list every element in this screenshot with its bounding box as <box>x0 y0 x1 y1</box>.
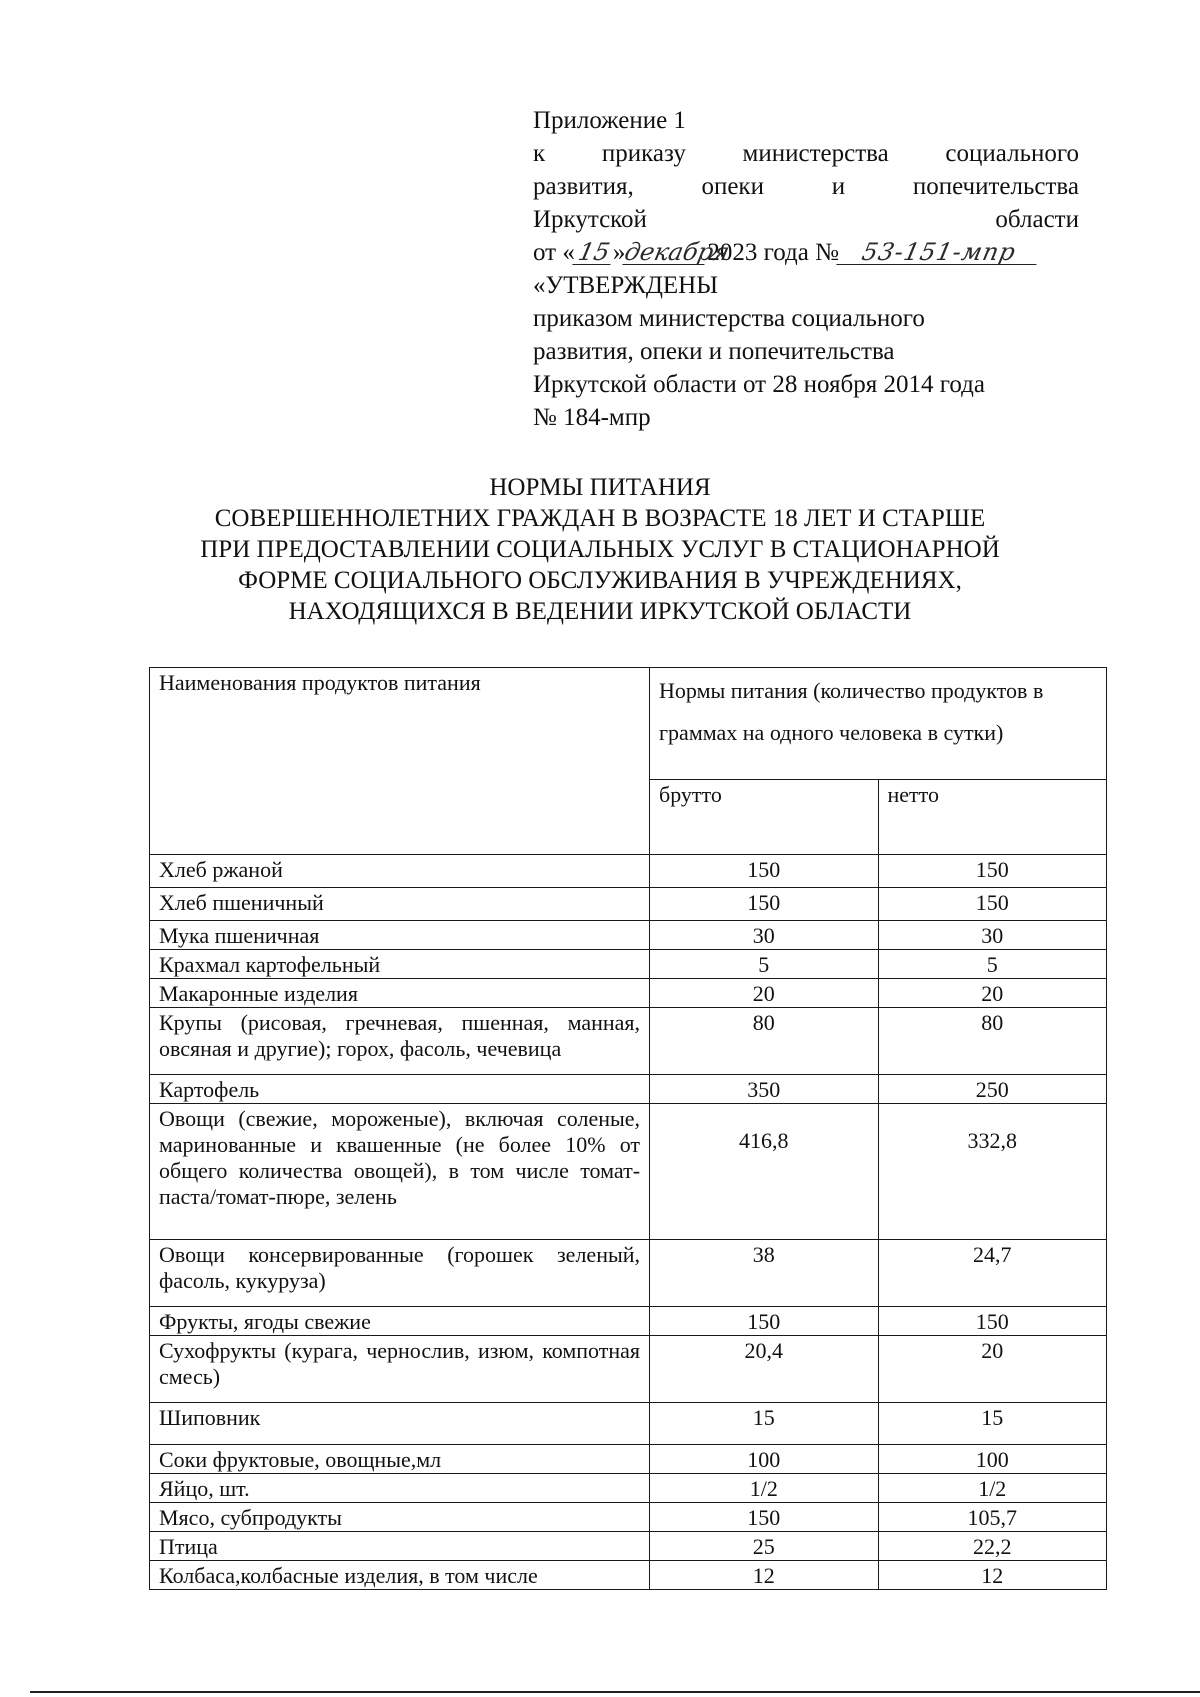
handwritten-order-number: 53-151-мпр <box>836 240 1041 265</box>
approved-label: «УТВЕРЖДЕНЫ <box>533 272 719 299</box>
table-row <box>150 1307 1107 1336</box>
approved-line-4: № 184-мпр <box>533 404 651 431</box>
title-line: НАХОДЯЩИХСЯ В ВЕДЕНИИ ИРКУТСКОЙ ОБЛАСТИ <box>288 598 912 625</box>
brutto-value: 150 <box>650 888 878 921</box>
col-header-netto: нетто <box>878 779 1107 854</box>
title-line: НОРМЫ ПИТАНИЯ <box>489 474 711 501</box>
table-row <box>150 1445 1107 1474</box>
table-row <box>150 950 1107 979</box>
netto-value: 100 <box>878 1445 1107 1474</box>
table-header-row <box>150 668 1107 780</box>
page-bottom-rule <box>30 1691 1200 1693</box>
brutto-value: 20,4 <box>650 1336 878 1403</box>
order-ref-line-2: развития, опеки и попечительства <box>533 173 1079 200</box>
netto-value: 20 <box>878 979 1107 1008</box>
netto-value: 150 <box>878 1307 1107 1336</box>
brutto-value: 30 <box>650 921 878 950</box>
brutto-value: 38 <box>650 1240 878 1307</box>
brutto-value: 5 <box>650 950 878 979</box>
document-title <box>120 472 1080 627</box>
table-row <box>150 1532 1107 1561</box>
product-name: Хлеб ржаной <box>150 855 650 888</box>
brutto-value: 80 <box>650 1008 878 1075</box>
title-line: ФОРМЕ СОЦИАЛЬНОГО ОБСЛУЖИВАНИЯ В УЧРЕЖДЕНИЯХ, <box>238 567 962 594</box>
table-row <box>150 921 1107 950</box>
table-row <box>150 1008 1107 1075</box>
brutto-value: 1/2 <box>650 1474 878 1503</box>
table-row <box>150 1561 1107 1590</box>
brutto-value: 15 <box>650 1403 878 1445</box>
appendix-header <box>533 104 1079 434</box>
brutto-value: 150 <box>650 1503 878 1532</box>
product-name: Колбаса,колбасные изделия, в том числе <box>150 1561 650 1590</box>
table-body <box>150 855 1107 1590</box>
netto-value: 5 <box>878 950 1107 979</box>
title-line: СОВЕРШЕННОЛЕТНИХ ГРАЖДАН В ВОЗРАСТЕ 18 ЛЕТ И СТАРШЕ <box>214 505 986 532</box>
col-header-brutto: брутто <box>650 779 878 854</box>
netto-value: 20 <box>878 1336 1107 1403</box>
order-ref-line-1: к приказу министерства социального <box>533 140 1079 167</box>
nutrition-norms-table <box>149 667 1107 1590</box>
product-name: Макаронные изделия <box>150 979 650 1008</box>
product-name: Крупы (рисовая, гречневая, пшенная, манная, овсяная и другие); горох, фасоль, чечевица <box>150 1008 650 1075</box>
netto-value: 24,7 <box>878 1240 1107 1307</box>
netto-value: 15 <box>878 1403 1107 1445</box>
brutto-value: 20 <box>650 979 878 1008</box>
approved-line-2: развития, опеки и попечительства <box>533 338 895 365</box>
handwritten-day: 15 <box>572 240 615 265</box>
product-name: Мука пшеничная <box>150 921 650 950</box>
product-name: Птица <box>150 1532 650 1561</box>
brutto-value: 416,8 <box>650 1104 878 1240</box>
brutto-value: 150 <box>650 855 878 888</box>
product-name: Картофель <box>150 1075 650 1104</box>
product-name: Овощи консервированные (горошек зеленый, фасоль, кукуруза) <box>150 1240 650 1307</box>
netto-value: 250 <box>878 1075 1107 1104</box>
netto-value: 80 <box>878 1008 1107 1075</box>
table-row <box>150 1503 1107 1532</box>
brutto-value: 350 <box>650 1075 878 1104</box>
product-name: Овощи (свежие, мороженые), включая соленые, маринованные и квашенные (не более 10% от общего количества овощей), в том числе томат-паста/томат-пюре, зелень <box>150 1104 650 1240</box>
product-name: Фрукты, ягоды свежие <box>150 1307 650 1336</box>
product-name: Соки фруктовые, овощные,мл <box>150 1445 650 1474</box>
handwritten-month: декабря <box>622 238 733 266</box>
netto-value: 150 <box>878 888 1107 921</box>
table-row <box>150 1336 1107 1403</box>
order-date-line: от «15»декабря2023 года № 53-151-мпр <box>533 236 1079 269</box>
order-ref-line-3: Иркутской области <box>533 206 1079 233</box>
netto-value: 12 <box>878 1561 1107 1590</box>
brutto-value: 100 <box>650 1445 878 1474</box>
brutto-value: 12 <box>650 1561 878 1590</box>
product-name: Крахмал картофельный <box>150 950 650 979</box>
table-row <box>150 1474 1107 1503</box>
table-row <box>150 979 1107 1008</box>
approved-line-1: приказом министерства социального <box>533 305 925 332</box>
table-row <box>150 888 1107 921</box>
col-header-norms: Нормы питания (количество продуктов в граммах на одного человека в сутки) <box>650 668 1107 780</box>
netto-value: 1/2 <box>878 1474 1107 1503</box>
netto-value: 22,2 <box>878 1532 1107 1561</box>
product-name: Хлеб пшеничный <box>150 888 650 921</box>
brutto-value: 25 <box>650 1532 878 1561</box>
appendix-number: Приложение 1 <box>533 107 686 134</box>
col-header-name: Наименования продуктов питания <box>150 668 650 855</box>
netto-value: 105,7 <box>878 1503 1107 1532</box>
product-name: Шиповник <box>150 1403 650 1445</box>
product-name: Мясо, субпродукты <box>150 1503 650 1532</box>
approved-line-3: Иркутской области от 28 ноября 2014 года <box>533 371 985 398</box>
title-line: ПРИ ПРЕДОСТАВЛЕНИИ СОЦИАЛЬНЫХ УСЛУГ В СТАЦИОНАРНОЙ <box>200 536 1000 563</box>
netto-value: 332,8 <box>878 1104 1107 1240</box>
table-row <box>150 855 1107 888</box>
table-row <box>150 1403 1107 1445</box>
table-row <box>150 1104 1107 1240</box>
netto-value: 30 <box>878 921 1107 950</box>
netto-value: 150 <box>878 855 1107 888</box>
product-name: Яйцо, шт. <box>150 1474 650 1503</box>
table-row <box>150 1240 1107 1307</box>
product-name: Сухофрукты (курага, чернослив, изюм, компотная смесь) <box>150 1336 650 1403</box>
brutto-value: 150 <box>650 1307 878 1336</box>
table-row <box>150 1075 1107 1104</box>
